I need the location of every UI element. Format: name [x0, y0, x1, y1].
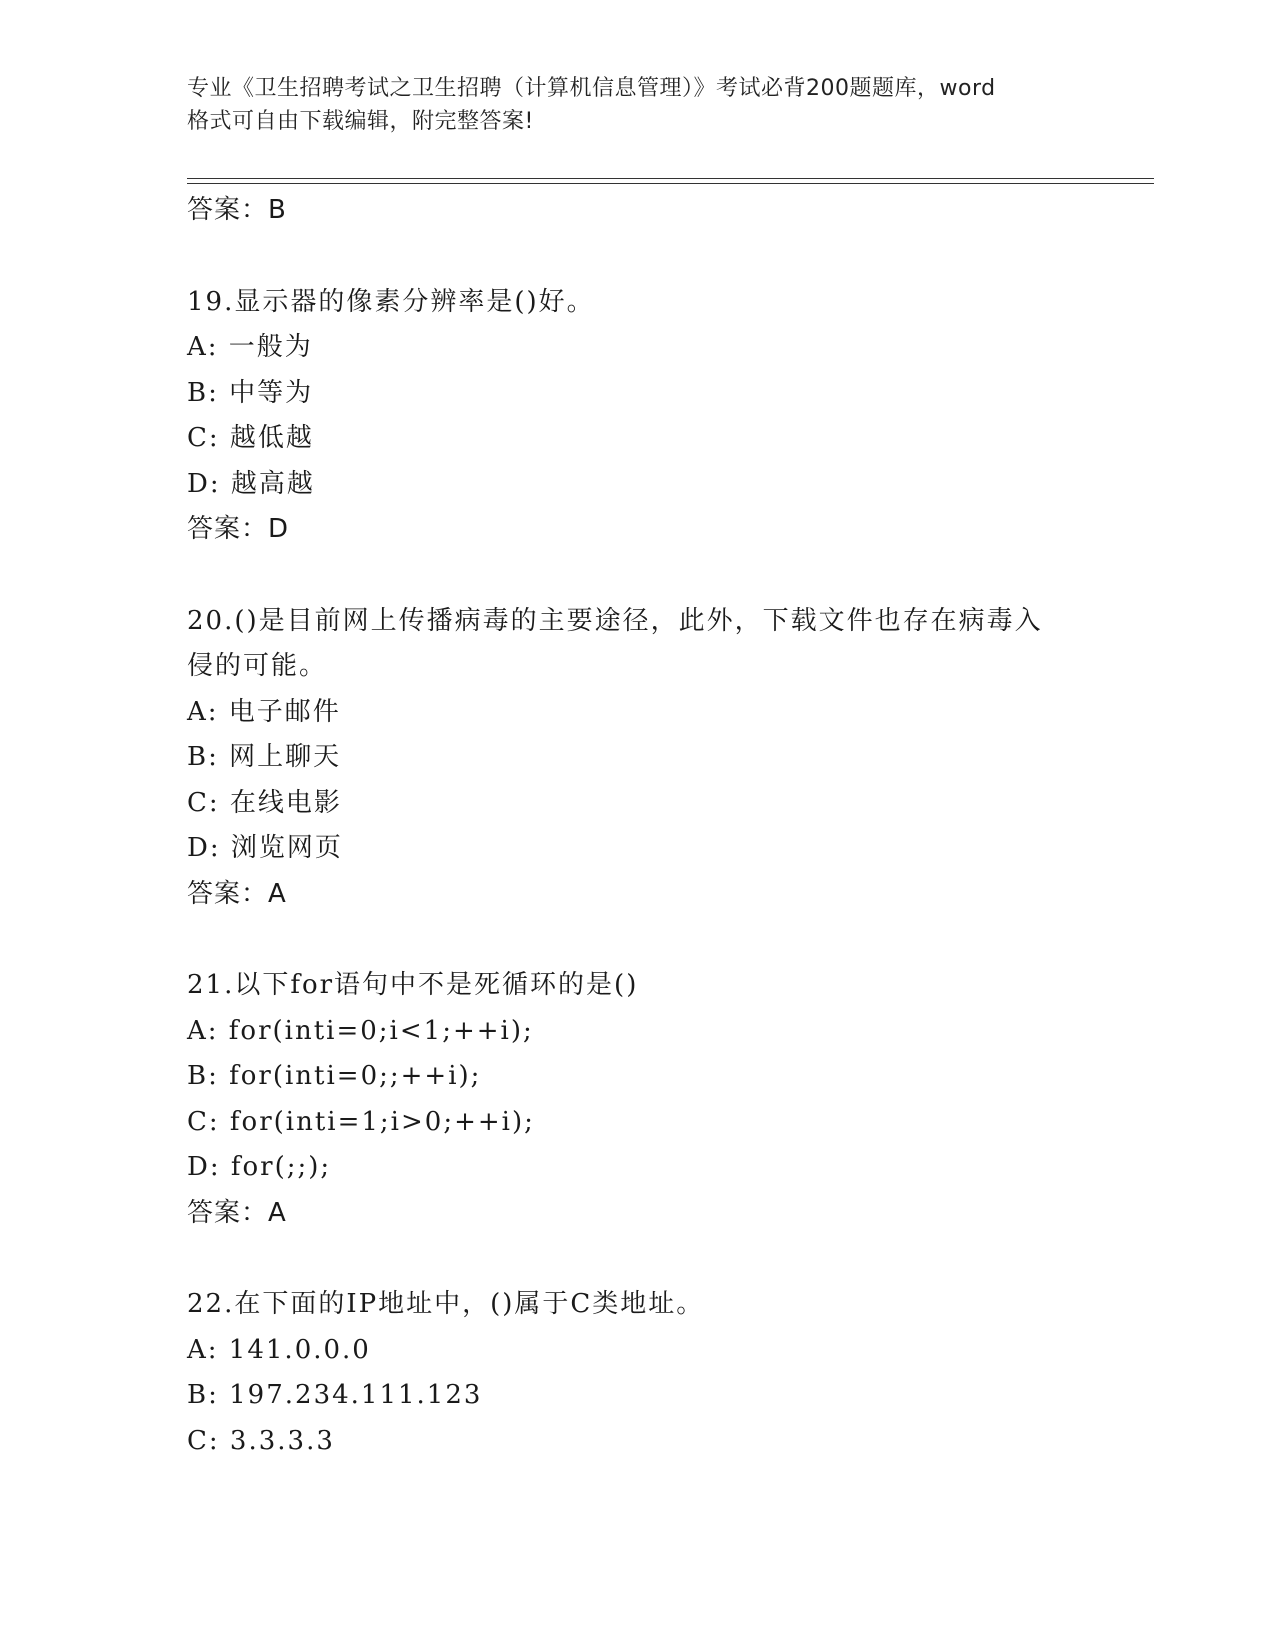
- option-b: B: 197.234.111.123: [187, 1380, 483, 1410]
- option-a: A: 141.0.0.0: [187, 1334, 371, 1365]
- question-20: [187, 599, 1087, 918]
- answer: 答案：D: [187, 514, 290, 544]
- spacer: [187, 553, 1087, 599]
- question-stem: 19.显示器的像素分辨率是()好。: [187, 286, 595, 317]
- option-d: D: 浏览网页: [187, 833, 343, 863]
- answer: 答案：A: [187, 878, 287, 909]
- header-line-1: 专业《卫生招聘考试之卫生招聘（计算机信息管理）》考试必背200题题库，word: [187, 76, 996, 101]
- question-stem: 20.()是目前网上传播病毒的主要途径，此外，下载文件也存在病毒入: [187, 605, 1043, 636]
- question-stem: 22.在下面的IP地址中，()属于C类地址。: [187, 1289, 705, 1319]
- option-c: C: 越低越: [187, 423, 314, 453]
- question-list: [187, 188, 1087, 1464]
- option-b: B: 中等为: [187, 377, 314, 408]
- option-b: B: 网上聊天: [187, 742, 342, 772]
- option-a: A: 电子邮件: [187, 696, 341, 727]
- question-19: [187, 280, 1087, 553]
- option-d: D: 越高越: [187, 468, 315, 499]
- header-line-2: 格式可自由下载编辑，附完整答案!: [187, 109, 534, 134]
- spacer: [187, 234, 1087, 280]
- option-c: C: for(inti=1;i>0;++i);: [187, 1106, 535, 1137]
- answer: 答案：A: [187, 1197, 287, 1228]
- option-a: A: 一般为: [187, 332, 313, 362]
- header-divider-top: [187, 178, 1154, 179]
- option-c: C: 3.3.3.3: [187, 1425, 335, 1456]
- option-a: A: for(inti=0;i<1;++i);: [187, 1015, 534, 1046]
- document-header: [187, 72, 1087, 138]
- header-divider-bottom: [187, 183, 1154, 184]
- question-stem: 21.以下for语句中不是死循环的是(): [187, 970, 639, 1000]
- question-stem-continued: 侵的可能。: [187, 651, 328, 681]
- option-d: D: for(;;);: [187, 1152, 332, 1182]
- question-21: [187, 963, 1087, 1236]
- option-b: B: for(inti=0;;++i);: [187, 1061, 482, 1091]
- spacer: [187, 1236, 1087, 1282]
- previous-answer: 答案：B: [187, 195, 287, 225]
- spacer: [187, 917, 1087, 963]
- option-c: C: 在线电影: [187, 787, 342, 818]
- question-22: [187, 1282, 1087, 1464]
